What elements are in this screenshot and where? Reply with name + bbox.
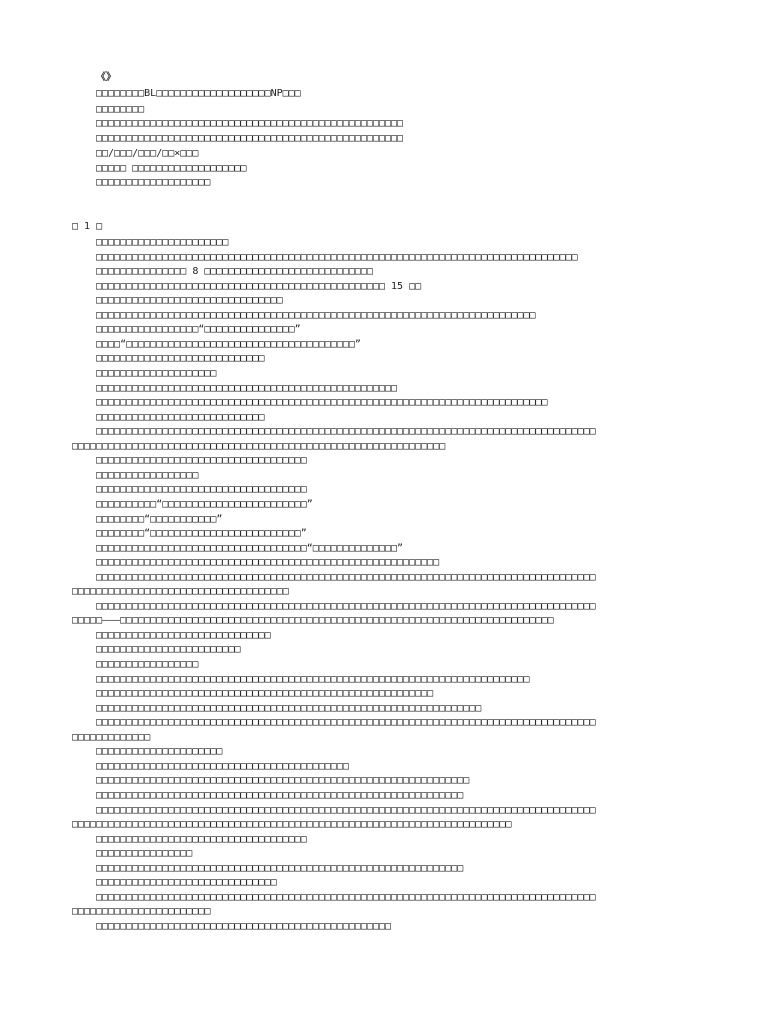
body-line: □□□□□□□□□□□□□□□□□□□□ <box>96 368 217 379</box>
header-line-7: □□□□□□□□□□□□□□□□□□□ <box>96 177 211 188</box>
body-line: □□□□□□□□□□□□□□□□□□□□□□□□ <box>96 644 241 656</box>
body-line: □□□□□□□□□□□□□□□□□□□□□□□□□□□□□□□□□□□□□□□□□□□□□□□□□ <box>96 920 392 932</box>
body-line: □□□□□□□□□□□□□□□□□□□□□□ <box>96 237 229 248</box>
body-line: □□□□□□□□□□□□□□□□□□□□□□□ <box>72 906 211 918</box>
body-line: □□□□□□□□□□□□□□□□□□□□□□□□□□□□ <box>96 353 265 365</box>
body-line: □□□□□□□□□□□□□□□□□□□□□□□□□□□□□□□□□□□□□□□□□□ <box>96 760 349 772</box>
body-line: □□□□□□□□□□□□□□□ 8 □□□□□□□□□□□□□□□□□□□□□□□□□□□□ <box>96 266 373 278</box>
body-line: □□□□□□□□□□□□□□□□□□□□□□□□□□□□□□□□□□□“□□□□□□□□□□□□□□” <box>96 542 404 554</box>
body-line: □□□□□□□□□□□□□□□□□□□□□□□□□□□□□□□□□□□□□□□□□□□□□□□□ 15 □□ <box>96 280 422 292</box>
body-line: □□□□□□□□□□□□□□□□□□□□□□□□□□□□□□□□□□□□□□□□□□□□□□□□□□□□□□□□□□□□□□□□□□□□□□□□□□□ <box>96 397 548 409</box>
body-line: □□□□□□□□□□□□□□□□□□□□□□□□□□□□□□□□□□□□ <box>72 586 289 598</box>
chapter-heading: □ 1 □ <box>72 221 103 232</box>
body-line: □□□□□□□□“□□□□□□□□□□□” <box>96 513 223 525</box>
body-line: □□□□□□□□“□□□□□□□□□□□□□□□□□□□□□□□□□” <box>96 528 307 539</box>
body-line: □□□□□□□□□□□□□□□□□□□□□□□□□□□□□□□□□□□□□□□□□□□□□□□□□□□□□□□□□□□□□□□□□□□□□□□□□□□□□□□□ <box>96 251 578 263</box>
header-line-1: □□□□□□□□BL□□□□□□□□□□□□□□□□□□□NP□□□ <box>96 88 301 99</box>
body-line: □□□□□□□□□□□□□□□□□“□□□□□□□□□□□□□□□” <box>96 324 301 336</box>
header-line-6: □□□□□ □□□□□□□□□□□□□□□□□□□ <box>96 163 247 174</box>
body-line: □□□□□□□□□□□□□□□□□□□□□□□□□□□□□ <box>96 629 271 641</box>
body-line: □□□□□□□□□□□□□ <box>72 731 151 743</box>
body-line: □□□□□□□□□□□□□□□□□□□□□□□□□□□□□□□□□□□□□□□□□□□□□□□□□□□□□□□□□□□□□□□□□□□□□□□□□□□□□□□□□□□ <box>96 804 596 816</box>
body-line: □□□□□□□□□□□□□□□□□ <box>96 469 199 481</box>
body-line: □□□□□□□□□□□□□□□□□□□□□□□□□□□□ <box>96 411 265 423</box>
body-line: □□□□□□□□□□□□□□□□□□□□□□□□□□□□□□□□□□□□□□□□□□□□□□□□□□□□□□□□□□□□□□□□□□□□□□□□□□□□□□□□□□□ <box>96 600 596 612</box>
header-line-4: □□□□□□□□□□□□□□□□□□□□□□□□□□□□□□□□□□□□□□□□□□□□□□□□□□□ <box>96 133 404 144</box>
body-line: □□□□□□□□□□□□□□□□□□□□□□□□□□□□□□□□□□□□□□□□□□□□□□□□□□□□□□□□□□□□□□□□□□□□□□□□□ <box>72 819 512 830</box>
body-line: □□□□□□□□□□□□□□□□ <box>96 848 193 860</box>
body-line: □□□□□□□□□□□□□□□□□□□□□□□□□□□□□□□□□□□□□□□□□□□□□□□□□□□□□□□□□□□□□□□□□□□□□□□□□□□□□□□□□□□ <box>96 717 596 729</box>
body-line: □□□□□□□□□□□□□□□□□□□□□□□□□□□□□□□□□□□□□□□□□□□□□□□□□□□□□□□□□□□□□□□□□□□□□□□□□□□□□□□□□□□ <box>96 891 596 903</box>
body-line: □□□□□———□□□□□□□□□□□□□□□□□□□□□□□□□□□□□□□□□□□□□□□□□□□□□□□□□□□□□□□□□□□□□□□□□□□□□□□□ <box>72 615 554 627</box>
body-line: □□□□□□□□□□□□□□□□□□□□□□□□□□□□□□□□□□□□□□□□□□□□□□□□□□□□□□□□□□□□□□□□□□□□□□□□□□□□□□□□□□□ <box>96 426 596 438</box>
body-line: □□□□□□□□□□□□□□□□□□□□□□□□□□□□□□□□□□□□□□□□□□□□□□□□□□□□□□□□□□□□□□ <box>72 440 446 452</box>
body-line: □□□□□□□□□□□□□□□□□□□□□□□□□□□□□□□□□□□□□□□□□□□□□□□□□□□□□□□□□□□□□ <box>96 862 464 874</box>
body-line: □□□□□□□□□□“□□□□□□□□□□□□□□□□□□□□□□□□” <box>96 498 313 510</box>
header-line-2: □□□□□□□□ <box>96 104 145 115</box>
body-line: □□□□□□□□□□□□□□□□□□□□□□□□□□□□□□□□□□□ <box>96 833 307 845</box>
body-line: □□□□“□□□□□□□□□□□□□□□□□□□□□□□□□□□□□□□□□□□□□□” <box>96 338 361 350</box>
body-line: □□□□□□□□□□□□□□□□□□□□□□□□□□□□□□□□□□□□□□□□□□□□□□□□□□□□□□□□□□□□□□ <box>96 775 470 787</box>
body-line: □□□□□□□□□□□□□□□□□□□□□□□□□□□□□□□□□□□□□□□□□□□□□□□□□□□□□□□□□□□□□ <box>96 789 464 801</box>
title-mark: 《》 <box>96 72 116 83</box>
body-line: □□□□□□□□□□□□□□□□□□□□□□□□□□□□□□□□□□□ <box>96 455 307 467</box>
header-line-5: □□/□□□/□□□/□□×□□□ <box>96 148 199 159</box>
body-line: □□□□□□□□□□□□□□□□□□□□□□□□□□□□□□□ <box>96 295 283 307</box>
body-line: □□□□□□□□□□□□□□□□□□□□□□□□□□□□□□□□□□□□□□□□□□□□□□□□□□□□□□□□ <box>96 688 434 699</box>
body-line: □□□□□□□□□□□□□□□□□□□□□□□□□□□□□□□□□□□□□□□□□□□□□□□□□□□□□□□□□□□□□□□□ <box>96 702 482 714</box>
body-line: □□□□□□□□□□□□□□□□□□□□□□□□□□□□□□□□□□□□□□□□□□□□□□□□□□□□□□□□□□□□□□□□□□□□□□□□□□□□□□□□□□□ <box>96 571 596 583</box>
body-line: □□□□□□□□□□□□□□□□□□□□□ <box>96 746 223 758</box>
body-line: □□□□□□□□□□□□□□□□□□□□□□□□□□□□□□□□□□□□□□□□□□□□□□□□□□□□□□□□□□□□□□□□□□□□□□□□□ <box>96 309 536 321</box>
body-line: □□□□□□□□□□□□□□□□□□□□□□□□□□□□□□□□□□□□□□□□□□□□□□□□□□□□□□□□□ <box>96 557 440 569</box>
header-line-3: □□□□□□□□□□□□□□□□□□□□□□□□□□□□□□□□□□□□□□□□□□□□□□□□□□□ <box>96 118 404 129</box>
body-line: □□□□□□□□□□□□□□□□□□□□□□□□□□□□□□□□□□□□□□□□□□□□□□□□□□□□□□□□□□□□□□□□□□□□□□□□ <box>96 673 530 685</box>
body-line: □□□□□□□□□□□□□□□□□□□□□□□□□□□□□□ <box>96 877 277 889</box>
body-line: □□□□□□□□□□□□□□□□□□□□□□□□□□□□□□□□□□□ <box>96 484 307 496</box>
body-line: □□□□□□□□□□□□□□□□□ <box>96 659 199 670</box>
body-line: □□□□□□□□□□□□□□□□□□□□□□□□□□□□□□□□□□□□□□□□□□□□□□□□□□ <box>96 382 398 394</box>
